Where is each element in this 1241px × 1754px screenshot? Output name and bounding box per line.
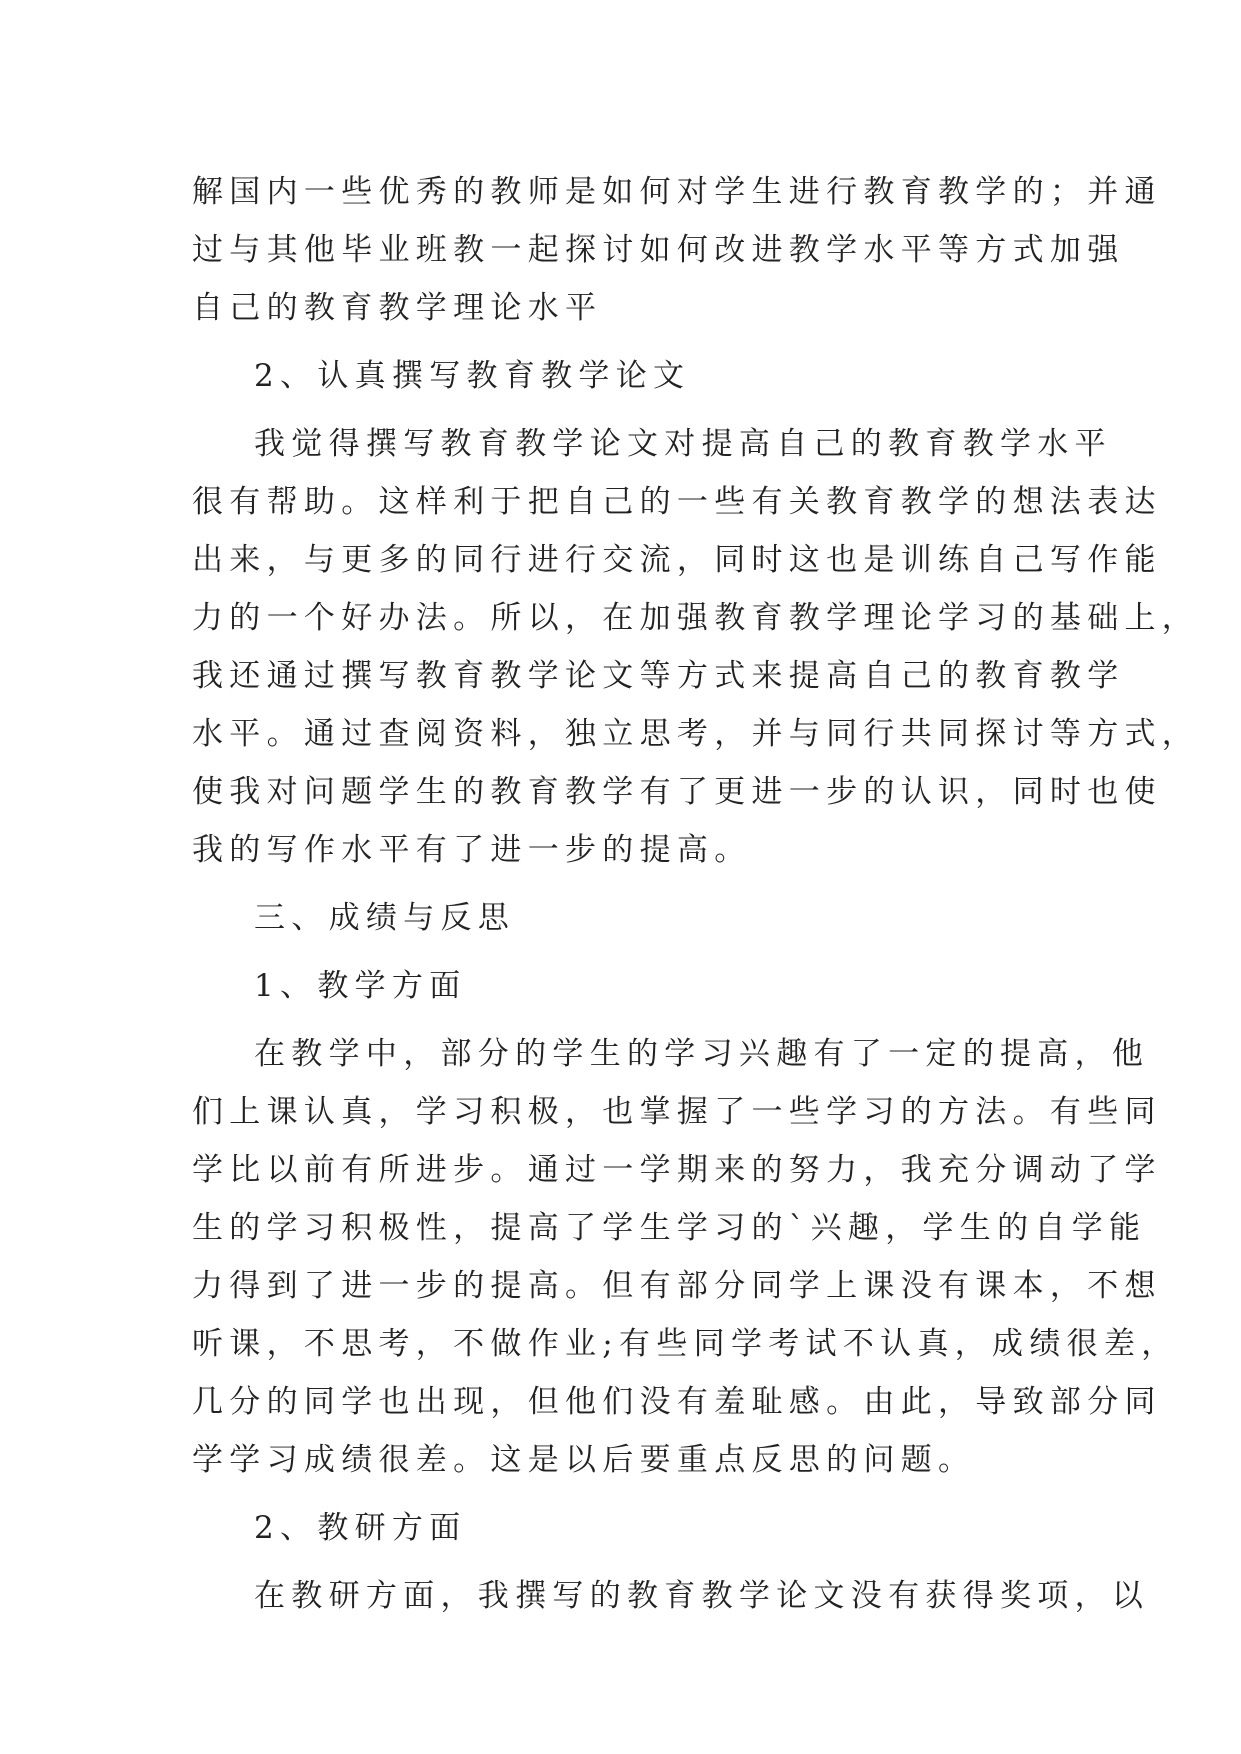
section-heading: 2、认真撰写教育教学论文 <box>254 358 691 394</box>
text-line: 出来，与更多的同行进行交流，同时这也是训练自己写作能 <box>192 542 1162 578</box>
text-line: 几分的同学也出现，但他们没有羞耻感。由此，导致部分同 <box>192 1384 1162 1420</box>
subsection-heading: 2、教研方面 <box>254 1510 467 1546</box>
text-line: 自己的教育教学理论水平 <box>192 290 603 326</box>
subsection-heading: 1、教学方面 <box>254 968 467 1004</box>
text-line: 我觉得撰写教育教学论文对提高自己的教育教学水平 <box>254 426 1112 462</box>
text-line: 在教学中，部分的学生的学习兴趣有了一定的提高，他 <box>254 1036 1150 1072</box>
text-line: 我的写作水平有了进一步的提高。 <box>192 832 752 868</box>
text-line: 力得到了进一步的提高。但有部分同学上课没有课本，不想 <box>192 1268 1162 1304</box>
text-line: 过与其他毕业班教一起探讨如何改进教学水平等方式加强 <box>192 232 1125 268</box>
text-line: 很有帮助。这样利于把自己的一些有关教育教学的想法表达 <box>192 484 1162 520</box>
text-line: 解国内一些优秀的教师是如何对学生进行教育教学的；并通 <box>192 174 1162 210</box>
text-line: 水平。通过查阅资料，独立思考，并与同行共同探讨等方式， <box>192 716 1200 752</box>
text-line: 听课，不思考，不做作业;有些同学考试不认真，成绩很差， <box>192 1326 1179 1362</box>
text-line: 力的一个好办法。所以，在加强教育教学理论学习的基础上， <box>192 600 1200 636</box>
text-line: 学学习成绩很差。这是以后要重点反思的问题。 <box>192 1442 976 1478</box>
document-body <box>192 163 1200 1625</box>
text-line: 在教研方面，我撰写的教育教学论文没有获得奖项，以 <box>254 1578 1150 1614</box>
text-line: 学比以前有所进步。通过一学期来的努力，我充分调动了学 <box>192 1152 1162 1188</box>
text-line: 我还通过撰写教育教学论文等方式来提高自己的教育教学 <box>192 658 1125 694</box>
text-line: 们上课认真，学习积极，也掌握了一些学习的方法。有些同 <box>192 1094 1162 1130</box>
text-line: 使我对问题学生的教育教学有了更进一步的认识，同时也使 <box>192 774 1162 810</box>
section-heading: 三、成绩与反思 <box>254 900 516 936</box>
text-line: 生的学习积极性，提高了学生学习的`兴趣，学生的自学能 <box>192 1210 1147 1246</box>
